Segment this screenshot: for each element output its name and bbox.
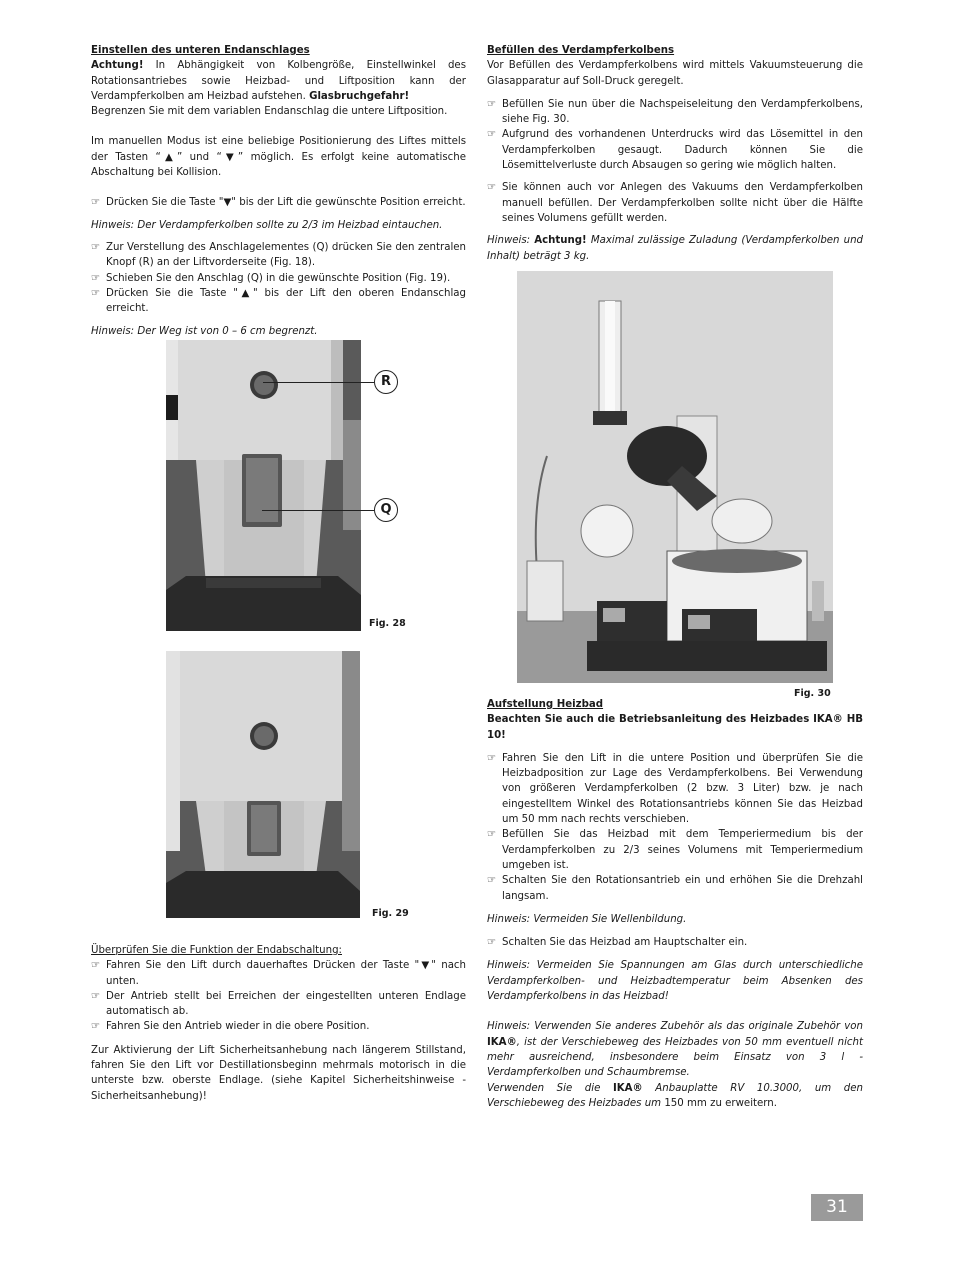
hand-pointer-icon: ☞ (91, 287, 101, 299)
glass-breakage-warning: Glasbruchgefahr! (309, 90, 410, 102)
warning-text: In Abhängigkeit von Kolbengröße, Einstellwinkel des Rotationsantriebes sowie Heizbad- und Liftposition kann der Verdampferkolben am Heizbad aufstehen. (91, 60, 466, 102)
hint-part: , ist der Verschiebeweg des Heizbades von 50 mm eventuell nicht mehr ausreichend, insbesondere beim Einsatz von 3 l - Verdampferkolben und Schaumbremse. (487, 1036, 863, 1079)
bullet-item (91, 989, 466, 1020)
bullet-item (91, 958, 466, 989)
bullet-item (487, 827, 863, 873)
bullet-text: Zur Verstellung des Anschlagelementes (Q) drücken Sie den zentralen Knopf (R) an der Liftvorderseite (Fig. 18). (106, 241, 466, 269)
bullet-item (91, 240, 466, 271)
hint-part: Anbauplatte RV 10.3000, um den Verschiebeweg des Heizbades um (487, 1082, 863, 1109)
bullet-item (91, 1019, 466, 1034)
paragraph: Begrenzen Sie mit dem variablen Endanschlag die untere Liftposition. (91, 106, 448, 118)
right-lower-section (487, 697, 863, 1111)
bullet-item (487, 127, 863, 173)
hand-pointer-icon: ☞ (487, 937, 497, 949)
figure-30-caption: Fig. 30 (794, 688, 831, 699)
bullet-item (487, 180, 863, 226)
callout-line-r (263, 382, 374, 383)
bullet-text: Befüllen Sie das Heizbad mit dem Temperiermedium bis der Verdampferkolben zu 2/3 seines Volumens mit Temperiermedium umgeben ist. (502, 829, 863, 871)
rotary-evaporator-illustration (517, 271, 833, 683)
bullet-text: Schalten Sie das Heizbad am Hauptschalter ein. (502, 937, 748, 949)
figure-29-lift-photo (166, 651, 360, 918)
brand-ika: IKA® (612, 1082, 643, 1094)
hint-part: Verwenden Sie die (487, 1082, 613, 1094)
bullet-item (91, 195, 466, 210)
hand-pointer-icon: ☞ (91, 197, 101, 209)
section-heading-endanschlag: Einstellen des unteren Endanschlages (91, 45, 310, 56)
bullet-text: Fahren Sie den Lift durch dauerhaftes Drücken der Taste "▼" nach unten. (106, 960, 466, 987)
bullet-text: Drücken Sie die Taste "▼" bis der Lift die gewünschte Position erreicht. (106, 197, 466, 209)
bullet-text: Schalten Sie den Rotationsantrieb ein und erhöhen Sie die Drehzahl langsam. (502, 875, 863, 902)
left-bottom-section (91, 943, 466, 1104)
section-heading-befuellen: Befüllen des Verdampferkolbens (487, 45, 675, 56)
bullet-text: Sie können auch vor Anlegen des Vakuums den Verdampferkolben manuell befüllen. Der Verdampferkolben sollte nicht über die Hälfte seines Volumens gefüllt werden. (502, 182, 863, 224)
hand-pointer-icon: ☞ (91, 241, 101, 253)
figure-30-rotary-evaporator-photo (517, 271, 833, 683)
bullet-item (487, 751, 863, 827)
callout-line-q (262, 510, 374, 511)
hint-warning-label: Achtung! (534, 235, 587, 247)
hint-text (487, 1081, 863, 1112)
left-column (91, 43, 466, 340)
hand-pointer-icon: ☞ (91, 990, 101, 1002)
subheading: Beachten Sie auch die Betriebsanleitung des Heizbades IKA® HB 10! (487, 714, 863, 741)
warning-label: Achtung! (91, 60, 144, 72)
brand-ika: IKA® (487, 1036, 517, 1048)
page-number: 31 (811, 1194, 863, 1221)
hint-text (487, 1019, 863, 1080)
callout-q: Q (374, 498, 398, 522)
hand-pointer-icon: ☞ (487, 182, 497, 194)
hand-pointer-icon: ☞ (487, 875, 497, 887)
hint-text: Hinweis: Der Verdampferkolben sollte zu 2/3 im Heizbad eintauchen. (91, 219, 443, 231)
bullet-item (91, 286, 466, 317)
hint-part: Hinweis: Verwenden Sie anderes Zubehör als das originale Zubehör von (487, 1021, 863, 1033)
bullet-text: Aufgrund des vorhandenen Unterdrucks wird das Lösemittel in den Verdampferkolben gesaugt. Dadurch können Sie die Lösemittelverluste durch Absaugen so gering wie möglich halten. (502, 129, 863, 172)
bullet-item (487, 935, 863, 950)
bullet-item (487, 873, 863, 904)
bullet-item (91, 271, 466, 286)
callout-r: R (374, 370, 398, 394)
bullet-item (487, 97, 863, 128)
hand-pointer-icon: ☞ (91, 960, 101, 972)
hint-text (487, 233, 863, 264)
bullet-text: Befüllen Sie nun über die Nachspeiseleitung den Verdampferkolbens, siehe Fig. 30. (502, 98, 863, 126)
paragraph: Vor Befüllen des Verdampferkolbens wird mittels Vakuumsteuerung die Glasapparatur auf Soll-Druck geregelt. (487, 60, 863, 87)
hand-pointer-icon: ☞ (487, 129, 497, 141)
hint-text: Hinweis: Vermeiden Sie Wellenbildung. (487, 913, 687, 925)
section-heading-endabschaltung: Überprüfen Sie die Funktion der Endabschaltung: (91, 945, 342, 956)
right-column (487, 43, 863, 264)
hint-prefix: Hinweis: (487, 235, 535, 247)
bullet-text: Drücken Sie die Taste "▲" bis der Lift den oberen Endanschlag erreicht. (106, 287, 466, 315)
section-heading-heizbad: Aufstellung Heizbad (487, 699, 604, 710)
hand-pointer-icon: ☞ (487, 98, 497, 110)
bullet-text: Der Antrieb stellt bei Erreichen der eingestellten unteren Endlage automatisch ab. (106, 990, 466, 1018)
bullet-text: Schieben Sie den Anschlag (Q) in die gewünschte Position (Fig. 19). (106, 272, 451, 284)
lift-column-illustration (166, 651, 360, 918)
hint-text: Hinweis: Der Weg ist von 0 – 6 cm begrenzt. (91, 326, 318, 338)
hint-body: Maximal zulässige Zuladung (Verdampferkolben und Inhalt) beträgt 3 kg. (487, 235, 863, 262)
hint-part: 150 mm zu erweitern. (664, 1097, 777, 1109)
hand-pointer-icon: ☞ (487, 752, 497, 764)
lift-column-illustration (166, 340, 361, 631)
hint-text: Hinweis: Vermeiden Sie Spannungen am Glas durch unterschiedliche Verdampferkolben- und Heizbadtemperatur beim Absenken des Verdampferkolbens in das Heizbad! (487, 960, 863, 1003)
paragraph: Im manuellen Modus ist eine beliebige Positionierung des Liftes mittels der Tasten “▲” und “▼” möglich. Es erfolgt keine automatische Abschaltung bei Kollision. (91, 136, 466, 179)
bullet-text: Fahren Sie den Antrieb wieder in die obere Position. (106, 1021, 370, 1033)
figure-28-caption: Fig. 28 (369, 618, 406, 629)
paragraph: Zur Aktivierung der Lift Sicherheitsanhebung nach längerem Stillstand, fahren Sie den Lift vor Destillationsbeginn mehrmals motorisch in die unterste bzw. oberste Endlage. (siehe Kapitel Sicherheitshinweise - Sicherheitsanhebung)! (91, 1044, 466, 1102)
warning-paragraph (91, 58, 466, 104)
hand-pointer-icon: ☞ (91, 272, 101, 284)
figure-29-caption: Fig. 29 (372, 908, 409, 919)
hand-pointer-icon: ☞ (487, 829, 497, 841)
figure-28-lift-photo (166, 340, 361, 631)
bullet-text: Fahren Sie den Lift in die untere Position und überprüfen Sie die Heizbadposition zur Lage des Verdampferkolbens. Bei Verwendung von größeren Verdampferkolben (2 bzw. 3 Liter) bzw. je nach eingestelltem Winkel des Rotationsantriebs können Sie das Heizbad um 50 mm nach rechts verschieben. (502, 752, 863, 826)
hand-pointer-icon: ☞ (91, 1021, 101, 1033)
